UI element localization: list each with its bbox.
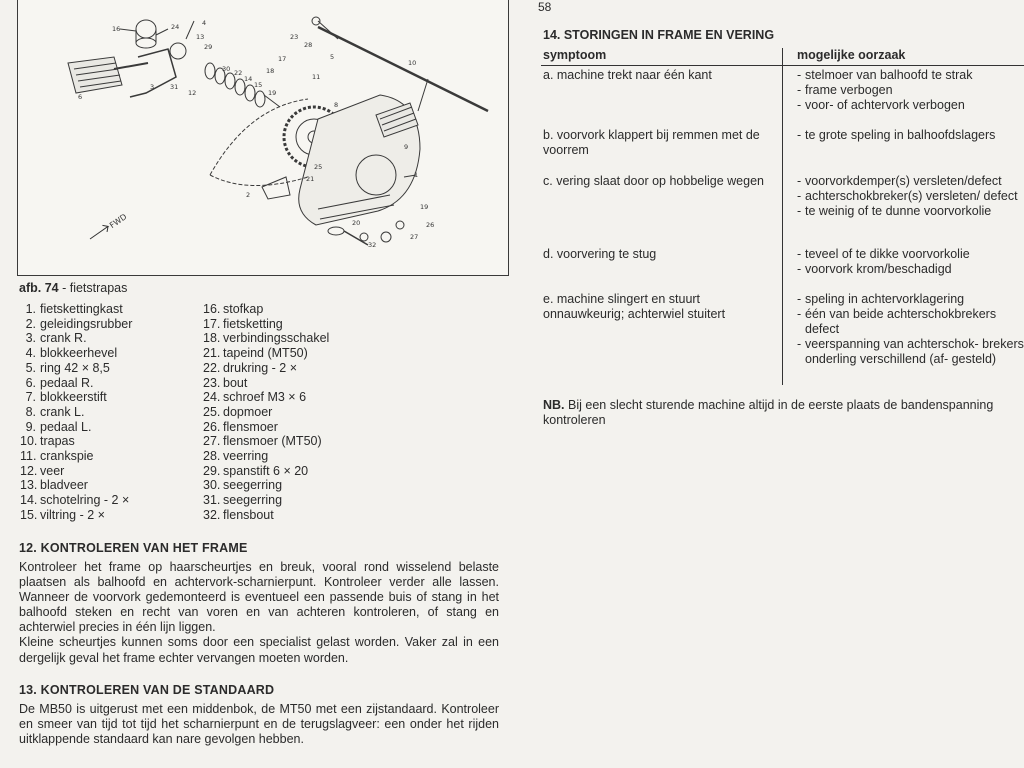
legend-number: 30. [203, 478, 221, 493]
legend-number: 9. [25, 419, 36, 434]
cause-text: voorvork krom/beschadigd [805, 262, 952, 277]
legend-item [203, 361, 383, 376]
callout: 21 [306, 175, 315, 183]
cause-text: één van beide achterschokbrekers defect [805, 307, 997, 337]
legend-label: drukring - 2 × [223, 360, 297, 375]
callout: 20 [352, 219, 361, 227]
legend-item [203, 508, 383, 523]
legend-item [203, 405, 383, 420]
cause-item [797, 307, 1024, 337]
callout: 1 [414, 171, 419, 179]
callout: 3 [150, 83, 155, 91]
exploded-view-figure [17, 0, 509, 276]
callout: 12 [188, 89, 197, 97]
figure-caption-text: - fietstrapas [58, 281, 128, 295]
bullet-dash: - [797, 262, 802, 277]
bullet-dash: - [797, 189, 802, 204]
section-12-heading: 12. KONTROLEREN VAN HET FRAME [19, 541, 248, 555]
bullet-dash: - [797, 292, 802, 306]
callout: 31 [170, 83, 179, 91]
legend-number: 28. [203, 449, 221, 464]
legend-number: 12. [20, 463, 38, 478]
legend-number: 32. [203, 507, 221, 522]
cause-cell [797, 174, 1024, 219]
legend-number: 21. [203, 346, 221, 361]
legend-label: crank R. [40, 331, 87, 346]
bullet-dash: - [797, 204, 802, 219]
cause-item [797, 262, 1024, 277]
legend-item [20, 420, 200, 435]
symptom-cell: d. voorvering te stug [543, 247, 657, 261]
cause-text: teveel of te dikke voorvorkolie [805, 247, 970, 261]
legend-number: 4. [25, 346, 36, 361]
legend-item [203, 302, 383, 317]
legend-label: viltring - 2 × [40, 507, 105, 522]
legend-item [203, 449, 383, 464]
callout: 6 [78, 93, 83, 101]
legend-label: blokkeerhevel [40, 346, 118, 361]
legend-label: veerring [223, 449, 269, 464]
cause-column-header: mogelijke oorzaak [797, 48, 906, 62]
legend-number: 17. [203, 316, 221, 331]
cause-item [797, 204, 1024, 219]
legend-item [20, 508, 200, 523]
nb-note [543, 398, 1024, 428]
legend-item [203, 493, 383, 508]
legend-number: 2. [25, 316, 36, 331]
legend-item [20, 361, 200, 376]
fwd-arrow-icon [88, 211, 129, 244]
callout: 4 [202, 19, 207, 27]
callout: 22 [234, 69, 243, 77]
legend-item [20, 449, 200, 464]
callout: 10 [408, 59, 417, 67]
bullet-dash: - [797, 337, 802, 352]
symptom-cell: a. machine trekt naar één kant [543, 68, 712, 82]
callout: 27 [410, 233, 419, 241]
cause-text: voor- of achtervork verbogen [805, 98, 965, 113]
fwd-label: FWD [107, 212, 129, 231]
cause-text: stelmoer van balhoofd te strak [805, 68, 973, 82]
legend-item [20, 434, 200, 449]
cause-item [797, 292, 1024, 307]
page-number: 58 [538, 0, 552, 14]
legend-item [20, 302, 200, 317]
legend-label: tapeind (MT50) [223, 346, 308, 361]
section-12-body [19, 560, 499, 666]
legend-label: bladveer [40, 478, 88, 493]
cause-text: speling in achtervorklagering [805, 292, 965, 306]
legend-number: 24. [203, 390, 221, 405]
legend-label: stofkap [223, 302, 264, 316]
cause-item [797, 189, 1024, 204]
legend-label: seegerring [223, 478, 283, 493]
callout: 18 [266, 67, 275, 75]
callout: 16 [112, 25, 121, 33]
legend-label: schotelring - 2 × [40, 493, 130, 508]
symptom-cell: c. vering slaat door op hobbelige wegen [543, 174, 764, 188]
legend-label: verbindingsschakel [223, 331, 330, 346]
callout: 28 [304, 41, 313, 49]
cause-item [797, 83, 1024, 98]
nb-text: Bij een slecht sturende machine altijd in de eerste plaats de bandenspanning kontroleren [543, 398, 994, 428]
symptom-cell: e. machine slingert en stuurt onnauwkeurig; achterwiel stuitert [543, 292, 726, 322]
callout: 2 [246, 191, 251, 199]
legend-item [20, 331, 200, 346]
parts-legend-column-1 [20, 302, 200, 523]
callout: 8 [334, 101, 339, 109]
cause-text: voorvorkdemper(s) versleten/defect [805, 174, 1002, 188]
legend-number: 11. [20, 449, 37, 464]
legend-item [20, 493, 200, 508]
legend-number: 5. [25, 360, 36, 375]
section-14-heading: 14. STORINGEN IN FRAME EN VERING [543, 28, 775, 42]
legend-number: 26. [203, 419, 221, 434]
legend-label: flensmoer [223, 419, 278, 434]
legend-item [203, 434, 383, 449]
symptom-cell: b. voorvork klappert bij remmen met de voorrem [543, 128, 760, 158]
section-13-paragraph-1: De MB50 is uitgerust met een middenbok, de MT50 met een zijstandaard. Kontroleer en smeer van tijd tot tijd het scharnierpunt en de terugslagveer: een onder het rijden uitklappende standaard kan nare gevolgen hebben. [19, 702, 499, 747]
nb-label: NB. [543, 398, 565, 412]
legend-number: 18. [203, 331, 221, 346]
legend-item [203, 331, 383, 346]
cause-text: achterschokbreker(s) versleten/ defect [805, 189, 1018, 204]
legend-label: fietskettingkast [40, 302, 123, 316]
right-pedal-part [68, 57, 148, 93]
legend-label: ring 42 × 8,5 [40, 360, 110, 375]
callout: 26 [426, 221, 435, 229]
legend-item [20, 478, 200, 493]
cause-item [797, 247, 1024, 262]
legend-number: 6. [25, 375, 36, 390]
callout: 17 [278, 55, 287, 63]
legend-number: 22. [203, 360, 221, 375]
callout: 23 [290, 33, 299, 41]
legend-number: 3. [25, 331, 36, 346]
bullet-dash: - [797, 307, 802, 322]
legend-label: blokkeerstift [40, 390, 107, 405]
bullet-dash: - [797, 68, 802, 82]
legend-number: 31. [203, 493, 221, 508]
legend-number: 1. [25, 302, 36, 316]
callout: 15 [254, 81, 263, 89]
column-divider [782, 48, 783, 385]
cause-cell [797, 247, 1024, 277]
legend-label: pedaal L. [40, 419, 92, 434]
cause-text: frame verbogen [805, 83, 893, 98]
legend-item [20, 346, 200, 361]
legend-number: 15. [20, 507, 38, 522]
legend-number: 27. [203, 434, 221, 449]
legend-label: bout [223, 375, 248, 390]
legend-item [203, 420, 383, 435]
legend-label: seegerring [223, 493, 283, 508]
legend-item [203, 317, 383, 332]
legend-label: trapas [40, 434, 75, 449]
legend-label: flensmoer (MT50) [223, 434, 322, 449]
callout: 24 [171, 23, 180, 31]
section-13-body [19, 702, 499, 747]
legend-item [20, 317, 200, 332]
callout: 30 [222, 65, 231, 73]
legend-label: flensbout [223, 507, 274, 522]
legend-label: veer [40, 463, 65, 478]
cause-cell [797, 292, 1024, 367]
cause-text: te grote speling in balhoofdslagers [805, 128, 996, 142]
symptom-column-header: symptoom [543, 48, 607, 62]
legend-number: 23. [203, 375, 221, 390]
legend-number: 13. [20, 478, 38, 493]
callout: 14 [244, 75, 253, 83]
legend-item [20, 376, 200, 391]
legend-label: crankspie [40, 449, 94, 464]
legend-item [203, 376, 383, 391]
legend-number: 25. [203, 404, 221, 419]
callout: 9 [404, 143, 409, 151]
cause-item [797, 128, 1024, 143]
bullet-dash: - [797, 98, 802, 113]
cause-cell [797, 68, 1024, 113]
legend-label: pedaal R. [40, 375, 94, 390]
bullet-dash: - [797, 128, 802, 142]
callout: 13 [196, 33, 205, 41]
legend-number: 16. [203, 302, 221, 316]
legend-label: fietsketting [223, 316, 283, 331]
callout: 25 [314, 163, 323, 171]
cause-item [797, 337, 1024, 367]
legend-item [20, 405, 200, 420]
legend-number: 14. [20, 493, 38, 508]
cause-text: te weinig of te dunne voorvorkolie [805, 204, 992, 219]
legend-label: spanstift 6 × 20 [223, 463, 309, 478]
cause-item [797, 98, 1024, 113]
cause-cell [797, 128, 1024, 143]
cause-item [797, 68, 1024, 83]
bullet-dash: - [797, 174, 802, 188]
cause-text: veerspanning van achterschok- brekers onderling verschillend (af- gesteld) [805, 337, 1024, 367]
legend-label: dopmoer [223, 404, 273, 419]
legend-number: 8. [25, 404, 36, 419]
section-12-paragraph-2: Kleine scheurtjes kunnen soms door een specialist gelast worden. Vaker zal in een dergelijk geval het frame echter vervangen moeten worden. [19, 635, 499, 665]
legend-number: 7. [25, 390, 36, 405]
figure-caption-prefix: afb. 74 [19, 281, 59, 295]
legend-item [203, 464, 383, 479]
bullet-dash: - [797, 83, 802, 98]
legend-number: 29. [203, 463, 221, 478]
figure-caption [19, 281, 127, 295]
callout: 19 [268, 89, 277, 97]
legend-item [203, 478, 383, 493]
legend-item [20, 464, 200, 479]
section-13-heading: 13. KONTROLEREN VAN DE STANDAARD [19, 683, 275, 697]
legend-label: geleidingsrubber [40, 316, 133, 331]
callout: 5 [330, 53, 335, 61]
bullet-dash: - [797, 247, 802, 261]
legend-number: 10. [20, 434, 38, 449]
crank-assembly-drawing [18, 0, 508, 275]
legend-item [203, 346, 383, 361]
parts-legend-column-2 [203, 302, 383, 523]
legend-item [203, 390, 383, 405]
legend-label: crank L. [40, 404, 85, 419]
legend-label: schroef M3 × 6 [223, 390, 307, 405]
legend-item [20, 390, 200, 405]
cause-item [797, 174, 1024, 189]
callout: 32 [368, 241, 377, 249]
section-12-paragraph-1: Kontroleer het frame op haarscheurtjes en breuk, vooral rond wisselend belaste plaatsen als balhoofd en achtervork-scharnierpunt. Kontroleer verder alle lassen. Wanneer de voorvork gedemonteerd is eventueel een passende buis of stang in het balhoofd steken en recht van voren en van achteren kontroleren, of stang en achterwiel precies in één lijn liggen. [19, 560, 499, 635]
callout: 29 [204, 43, 213, 51]
callout: 19 [420, 203, 429, 211]
callout: 11 [312, 73, 321, 81]
